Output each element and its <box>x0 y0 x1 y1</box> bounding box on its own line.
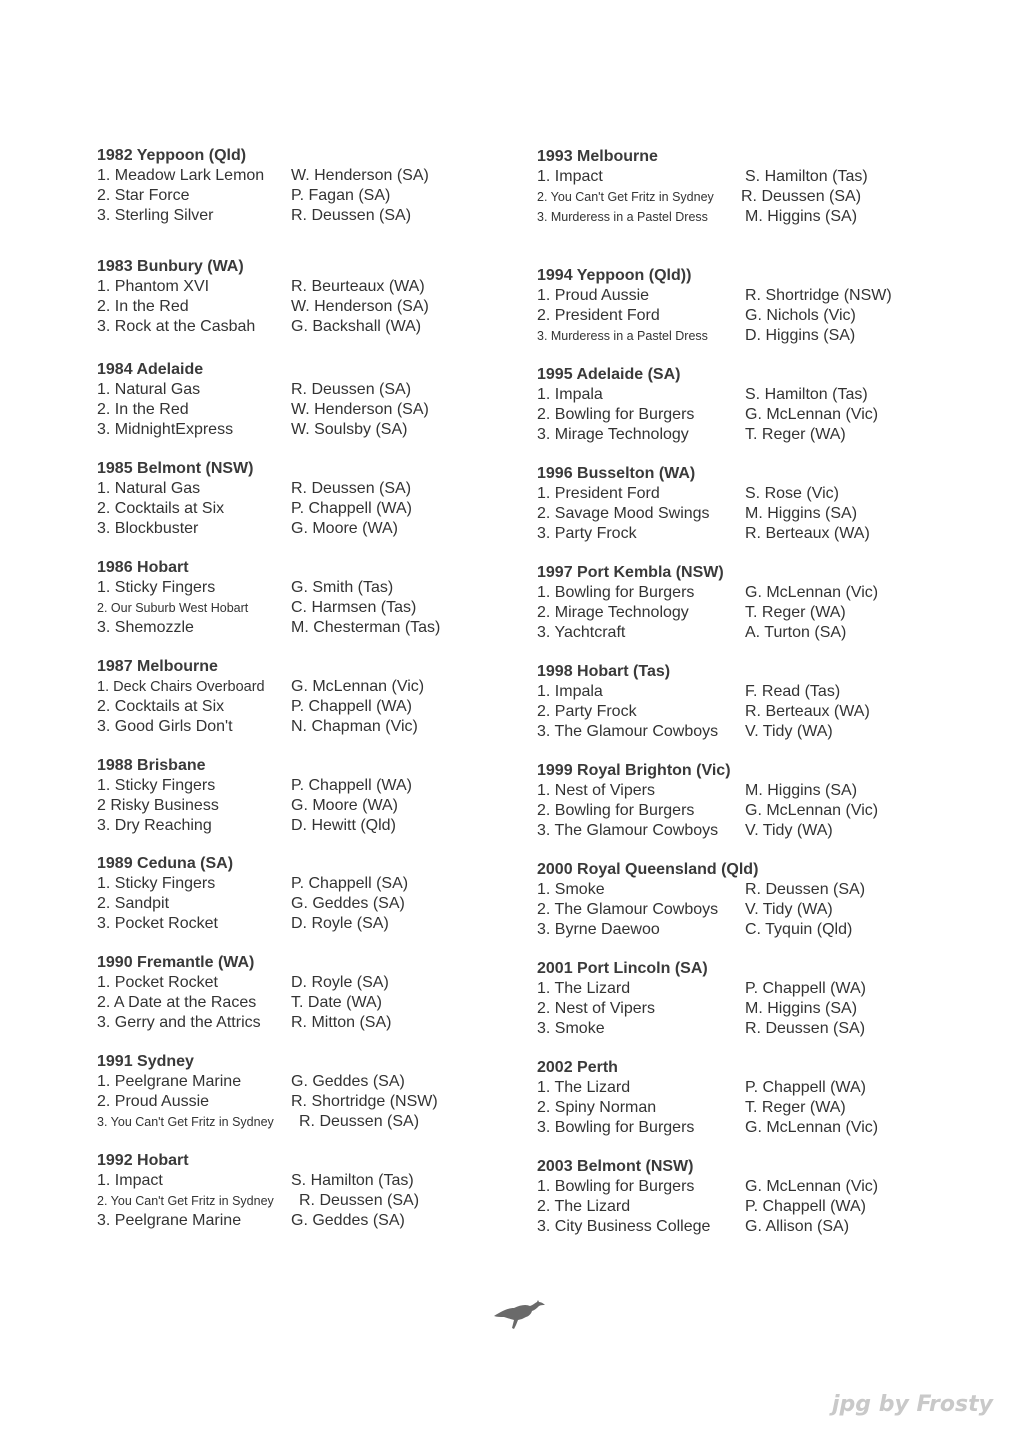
boat-name: 2. In the Red <box>97 298 189 315</box>
event-title: 1984 Adelaide <box>97 361 204 378</box>
skipper-name: D. Hewitt (Qld) <box>291 817 396 834</box>
skipper-name: G. Geddes (SA) <box>291 1212 405 1229</box>
placing-row <box>537 781 937 801</box>
skipper-name: G. McLennan (Vic) <box>291 678 425 695</box>
event-title: 1996 Busselton (WA) <box>537 465 696 482</box>
boat-name: 1. Sticky Fingers <box>97 777 216 794</box>
skipper-name: G. Moore (WA) <box>291 520 398 537</box>
placing-row <box>97 1112 497 1132</box>
event-1997 <box>537 563 937 643</box>
skipper-name: S. Hamilton (Tas) <box>745 386 868 403</box>
event-title: 2000 Royal Queensland (Qld) <box>537 861 759 878</box>
skipper-name: G. Backshall (WA) <box>291 318 422 335</box>
event-1994 <box>537 266 937 346</box>
event-title: 1993 Melbourne <box>537 148 658 165</box>
event-title: 1998 Hobart (Tas) <box>537 663 671 680</box>
event-title: 1991 Sydney <box>97 1053 194 1070</box>
placing-row <box>537 999 937 1019</box>
placing-row <box>97 166 497 186</box>
skipper-name: P. Chappell (WA) <box>745 1079 866 1096</box>
event-1998 <box>537 662 937 742</box>
boat-name: 1. Impala <box>537 683 603 700</box>
placing-row <box>537 1078 937 1098</box>
skipper-name: P. Chappell (WA) <box>291 698 412 715</box>
event-1988 <box>97 756 497 836</box>
event-1995 <box>537 365 937 445</box>
placing-row <box>537 1177 937 1197</box>
boat-name: 2. Star Force <box>97 187 190 204</box>
skipper-name: G. Smith (Tas) <box>291 579 394 596</box>
placing-row <box>537 702 937 722</box>
boat-name: 1. Impact <box>537 168 603 185</box>
skipper-name: T. Reger (WA) <box>745 604 846 621</box>
skipper-name: P. Chappell (WA) <box>291 777 412 794</box>
placing-row <box>537 405 937 425</box>
skipper-name: G. Geddes (SA) <box>291 1073 405 1090</box>
skipper-name: N. Chapman (Vic) <box>291 718 418 735</box>
skipper-name: C. Tyquin (Qld) <box>745 921 853 938</box>
boat-name: 2. In the Red <box>97 401 189 418</box>
boat-name: 3. Dry Reaching <box>97 817 212 834</box>
watermark-text: jpg by Frosty <box>832 1392 993 1417</box>
event-title: 1982 Yeppoon (Qld) <box>97 147 247 164</box>
placing-row <box>537 1217 937 1237</box>
skipper-name: R. Deussen (SA) <box>745 881 866 898</box>
skipper-name: R. Deussen (SA) <box>741 188 862 205</box>
placing-row <box>97 317 497 337</box>
boat-name: 3. Gerry and the Attrics <box>97 1014 261 1031</box>
boat-name: 2. A Date at the Races <box>97 994 257 1011</box>
boat-name: 3. Good Girls Don't <box>97 718 233 735</box>
event-title: 1992 Hobart <box>97 1152 189 1169</box>
placing-row <box>537 603 937 623</box>
event-title: 1995 Adelaide (SA) <box>537 366 681 383</box>
boat-name: 3. Mirage Technology <box>537 426 689 443</box>
skipper-name: G. McLennan (Vic) <box>745 406 879 423</box>
boat-name: 1. Meadow Lark Lemon <box>97 167 265 184</box>
skipper-name: T. Date (WA) <box>291 994 382 1011</box>
boat-name: 1. Bowling for Burgers <box>537 1178 695 1195</box>
event-1982 <box>97 146 497 226</box>
boat-name: 1. President Ford <box>537 485 660 502</box>
skipper-name: C. Harmsen (Tas) <box>291 599 417 616</box>
placing-row <box>537 425 937 445</box>
boat-name: 2. You Can't Get Fritz in Sydney <box>97 1194 274 1208</box>
event-title: 2001 Port Lincoln (SA) <box>537 960 708 977</box>
placing-row <box>97 519 497 539</box>
boat-name: 1. Proud Aussie <box>537 287 650 304</box>
placing-row <box>97 400 497 420</box>
placing-row <box>537 306 937 326</box>
placing-row <box>537 900 937 920</box>
event-title: 1983 Bunbury (WA) <box>97 258 244 275</box>
event-1990 <box>97 953 497 1033</box>
boat-name: 3. Rock at the Casbah <box>97 318 256 335</box>
skipper-name: M. Chesterman (Tas) <box>291 619 441 636</box>
boat-name: 3. City Business College <box>537 1218 711 1235</box>
event-title: 2002 Perth <box>537 1059 618 1076</box>
skipper-name: G. Geddes (SA) <box>291 895 405 912</box>
skipper-name: P. Fagan (SA) <box>291 187 391 204</box>
boat-name: 2. President Ford <box>537 307 660 324</box>
boat-name: 3. Pocket Rocket <box>97 915 218 932</box>
boat-name: 2. You Can't Get Fritz in Sydney <box>537 190 714 204</box>
event-1985 <box>97 459 497 539</box>
placing-row <box>537 979 937 999</box>
boat-name: 1. Sticky Fingers <box>97 875 216 892</box>
skipper-name: R. Deussen (SA) <box>291 480 412 497</box>
placing-row <box>97 993 497 1013</box>
boat-name: 2. Bowling for Burgers <box>537 802 695 819</box>
skipper-name: A. Turton (SA) <box>745 624 847 641</box>
event-2003 <box>537 1157 937 1237</box>
skipper-name: W. Henderson (SA) <box>291 298 429 315</box>
event-1992 <box>97 1151 497 1231</box>
boat-name: 1. Deck Chairs Overboard <box>97 679 265 695</box>
placing-row <box>537 167 937 187</box>
placing-row <box>97 186 497 206</box>
event-1984 <box>97 360 497 440</box>
skipper-name: S. Rose (Vic) <box>745 485 839 502</box>
placing-row <box>537 484 937 504</box>
boat-name: 3. Peelgrane Marine <box>97 1212 242 1229</box>
placing-row <box>537 286 937 306</box>
boat-name: 1. Impact <box>97 1172 163 1189</box>
event-title: 1989 Ceduna (SA) <box>97 855 234 872</box>
event-1986 <box>97 558 497 638</box>
boat-name: 1. The Lizard <box>537 1079 631 1096</box>
boat-name: 2. The Glamour Cowboys <box>537 901 719 918</box>
boat-name: 2. Cocktails at Six <box>97 698 225 715</box>
placing-row <box>97 618 497 638</box>
placing-row <box>537 524 937 544</box>
placing-row <box>537 722 937 742</box>
boat-name: 3. Party Frock <box>537 525 637 542</box>
boat-name: 3. Shemozzle <box>97 619 194 636</box>
event-title: 1987 Melbourne <box>97 658 218 675</box>
skipper-name: F. Read (Tas) <box>745 683 841 700</box>
skipper-name: V. Tidy (WA) <box>745 822 833 839</box>
boat-name: 1. Phantom XVI <box>97 278 210 295</box>
skipper-name: W. Henderson (SA) <box>291 167 429 184</box>
placing-row <box>97 479 497 499</box>
placing-row <box>97 206 497 226</box>
event-1987 <box>97 657 497 737</box>
event-2000 <box>537 860 937 940</box>
boat-name: 2. Mirage Technology <box>537 604 689 621</box>
placing-row <box>537 623 937 643</box>
skipper-name: G. McLennan (Vic) <box>745 1119 879 1136</box>
skipper-name: P. Chappell (WA) <box>291 500 412 517</box>
skipper-name: G. McLennan (Vic) <box>745 584 879 601</box>
skipper-name: G. McLennan (Vic) <box>745 1178 879 1195</box>
event-title: 2003 Belmont (NSW) <box>537 1158 694 1175</box>
skipper-name: R. Deussen (SA) <box>291 207 412 224</box>
boat-name: 3. Smoke <box>537 1020 605 1037</box>
skipper-name: D. Royle (SA) <box>291 915 389 932</box>
skipper-name: P. Chappell (SA) <box>291 875 409 892</box>
event-title: 1990 Fremantle (WA) <box>97 954 255 971</box>
skipper-name: T. Reger (WA) <box>745 1099 846 1116</box>
skipper-name: W. Soulsby (SA) <box>291 421 408 438</box>
placing-row <box>537 1118 937 1138</box>
placing-row <box>97 717 497 737</box>
skipper-name: D. Higgins (SA) <box>745 327 856 344</box>
boat-name: 2. The Lizard <box>537 1198 631 1215</box>
boat-name: 3. Byrne Daewoo <box>537 921 660 938</box>
placing-row <box>97 499 497 519</box>
placing-row <box>537 1019 937 1039</box>
placing-row <box>537 880 937 900</box>
placing-row <box>537 583 937 603</box>
event-1999 <box>537 761 937 841</box>
skipper-name: P. Chappell (WA) <box>745 1198 866 1215</box>
boat-name: 1. Nest of Vipers <box>537 782 655 799</box>
skipper-name: W. Henderson (SA) <box>291 401 429 418</box>
placing-row <box>97 598 497 618</box>
skipper-name: R. Mitton (SA) <box>291 1014 392 1031</box>
placing-row <box>97 1013 497 1033</box>
placing-row <box>97 796 497 816</box>
event-title: 1988 Brisbane <box>97 757 206 774</box>
placing-row <box>537 801 937 821</box>
skipper-name: R. Deussen (SA) <box>745 1020 866 1037</box>
skipper-name: R. Shortridge (NSW) <box>745 287 892 304</box>
boat-name: 1. Bowling for Burgers <box>537 584 695 601</box>
placing-row <box>97 874 497 894</box>
boat-name: 3. Murderess in a Pastel Dress <box>537 210 708 224</box>
placing-row <box>97 697 497 717</box>
placing-row <box>97 277 497 297</box>
kangaroo-icon <box>492 1294 548 1330</box>
skipper-name: M. Higgins (SA) <box>745 505 858 522</box>
skipper-name: R. Deussen (SA) <box>299 1113 420 1130</box>
event-2002 <box>537 1058 937 1138</box>
boat-name: 3. Sterling Silver <box>97 207 214 224</box>
boat-name: 3. Bowling for Burgers <box>537 1119 695 1136</box>
placing-row <box>97 816 497 836</box>
boat-name: 1. Impala <box>537 386 603 403</box>
placing-row <box>537 920 937 940</box>
placing-row <box>537 1197 937 1217</box>
skipper-name: G. Nichols (Vic) <box>745 307 856 324</box>
placing-row <box>97 578 497 598</box>
placing-row <box>97 1171 497 1191</box>
event-1996 <box>537 464 937 544</box>
skipper-name: S. Hamilton (Tas) <box>745 168 868 185</box>
placing-row <box>537 326 937 346</box>
skipper-name: D. Royle (SA) <box>291 974 389 991</box>
skipper-name: S. Hamilton (Tas) <box>291 1172 414 1189</box>
boat-name: 1. Sticky Fingers <box>97 579 216 596</box>
boat-name: 3. The Glamour Cowboys <box>537 822 719 839</box>
skipper-name: R. Berteaux (WA) <box>745 703 870 720</box>
skipper-name: M. Higgins (SA) <box>745 1000 858 1017</box>
placing-row <box>537 682 937 702</box>
boat-name: 1. Smoke <box>537 881 605 898</box>
event-1991 <box>97 1052 497 1132</box>
boat-name: 2. Bowling for Burgers <box>537 406 695 423</box>
boat-name: 1. Pocket Rocket <box>97 974 218 991</box>
boat-name: 2. Nest of Vipers <box>537 1000 655 1017</box>
placing-row <box>97 1191 497 1211</box>
skipper-name: T. Reger (WA) <box>745 426 846 443</box>
event-title: 1997 Port Kembla (NSW) <box>537 564 724 581</box>
event-title: 1994 Yeppoon (Qld)) <box>537 267 692 284</box>
skipper-name: R. Berteaux (WA) <box>745 525 870 542</box>
boat-name: 2. Savage Mood Swings <box>537 505 710 522</box>
placing-row <box>97 677 497 697</box>
event-1983 <box>97 257 497 337</box>
placing-row <box>97 297 497 317</box>
boat-name: 1. Natural Gas <box>97 381 201 398</box>
skipper-name: G. Allison (SA) <box>745 1218 850 1235</box>
placing-row <box>97 380 497 400</box>
placing-row <box>97 1092 497 1112</box>
skipper-name: R. Shortridge (NSW) <box>291 1093 438 1110</box>
placing-row <box>97 420 497 440</box>
placing-row <box>97 914 497 934</box>
event-2001 <box>537 959 937 1039</box>
event-1989 <box>97 854 497 934</box>
placing-row <box>97 776 497 796</box>
skipper-name: V. Tidy (WA) <box>745 723 833 740</box>
skipper-name: V. Tidy (WA) <box>745 901 833 918</box>
placing-row <box>537 385 937 405</box>
boat-name: 2. Sandpit <box>97 895 170 912</box>
skipper-name: G. Moore (WA) <box>291 797 398 814</box>
boat-name: 2. Spiny Norman <box>537 1099 657 1116</box>
placing-row <box>537 187 937 207</box>
boat-name: 2. Cocktails at Six <box>97 500 225 517</box>
boat-name: 3. MidnightExpress <box>97 421 234 438</box>
boat-name: 3. Blockbuster <box>97 520 199 537</box>
placing-row <box>97 1072 497 1092</box>
skipper-name: G. McLennan (Vic) <box>745 802 879 819</box>
skipper-name: P. Chappell (WA) <box>745 980 866 997</box>
event-1993 <box>537 147 937 227</box>
placing-row <box>537 504 937 524</box>
placing-row <box>97 973 497 993</box>
skipper-name: R. Beurteaux (WA) <box>291 278 425 295</box>
skipper-name: R. Deussen (SA) <box>299 1192 420 1209</box>
boat-name: 1. The Lizard <box>537 980 631 997</box>
event-title: 1985 Belmont (NSW) <box>97 460 254 477</box>
placing-row <box>97 1211 497 1231</box>
placing-row <box>537 821 937 841</box>
event-title: 1999 Royal Brighton (Vic) <box>537 762 731 779</box>
boat-name: 3. You Can't Get Fritz in Sydney <box>97 1115 274 1129</box>
boat-name: 2. Our Suburb West Hobart <box>97 601 249 615</box>
event-title: 1986 Hobart <box>97 559 189 576</box>
boat-name: 3. The Glamour Cowboys <box>537 723 719 740</box>
placing-row <box>537 207 937 227</box>
boat-name: 3. Murderess in a Pastel Dress <box>537 329 708 343</box>
boat-name: 2. Party Frock <box>537 703 637 720</box>
placing-row <box>97 894 497 914</box>
skipper-name: M. Higgins (SA) <box>745 208 858 225</box>
boat-name: 2 Risky Business <box>97 797 219 814</box>
boat-name: 1. Natural Gas <box>97 480 201 497</box>
boat-name: 1. Peelgrane Marine <box>97 1073 242 1090</box>
boat-name: 3. Yachtcraft <box>537 624 626 641</box>
skipper-name: M. Higgins (SA) <box>745 782 858 799</box>
skipper-name: R. Deussen (SA) <box>291 381 412 398</box>
boat-name: 2. Proud Aussie <box>97 1093 210 1110</box>
placing-row <box>537 1098 937 1118</box>
